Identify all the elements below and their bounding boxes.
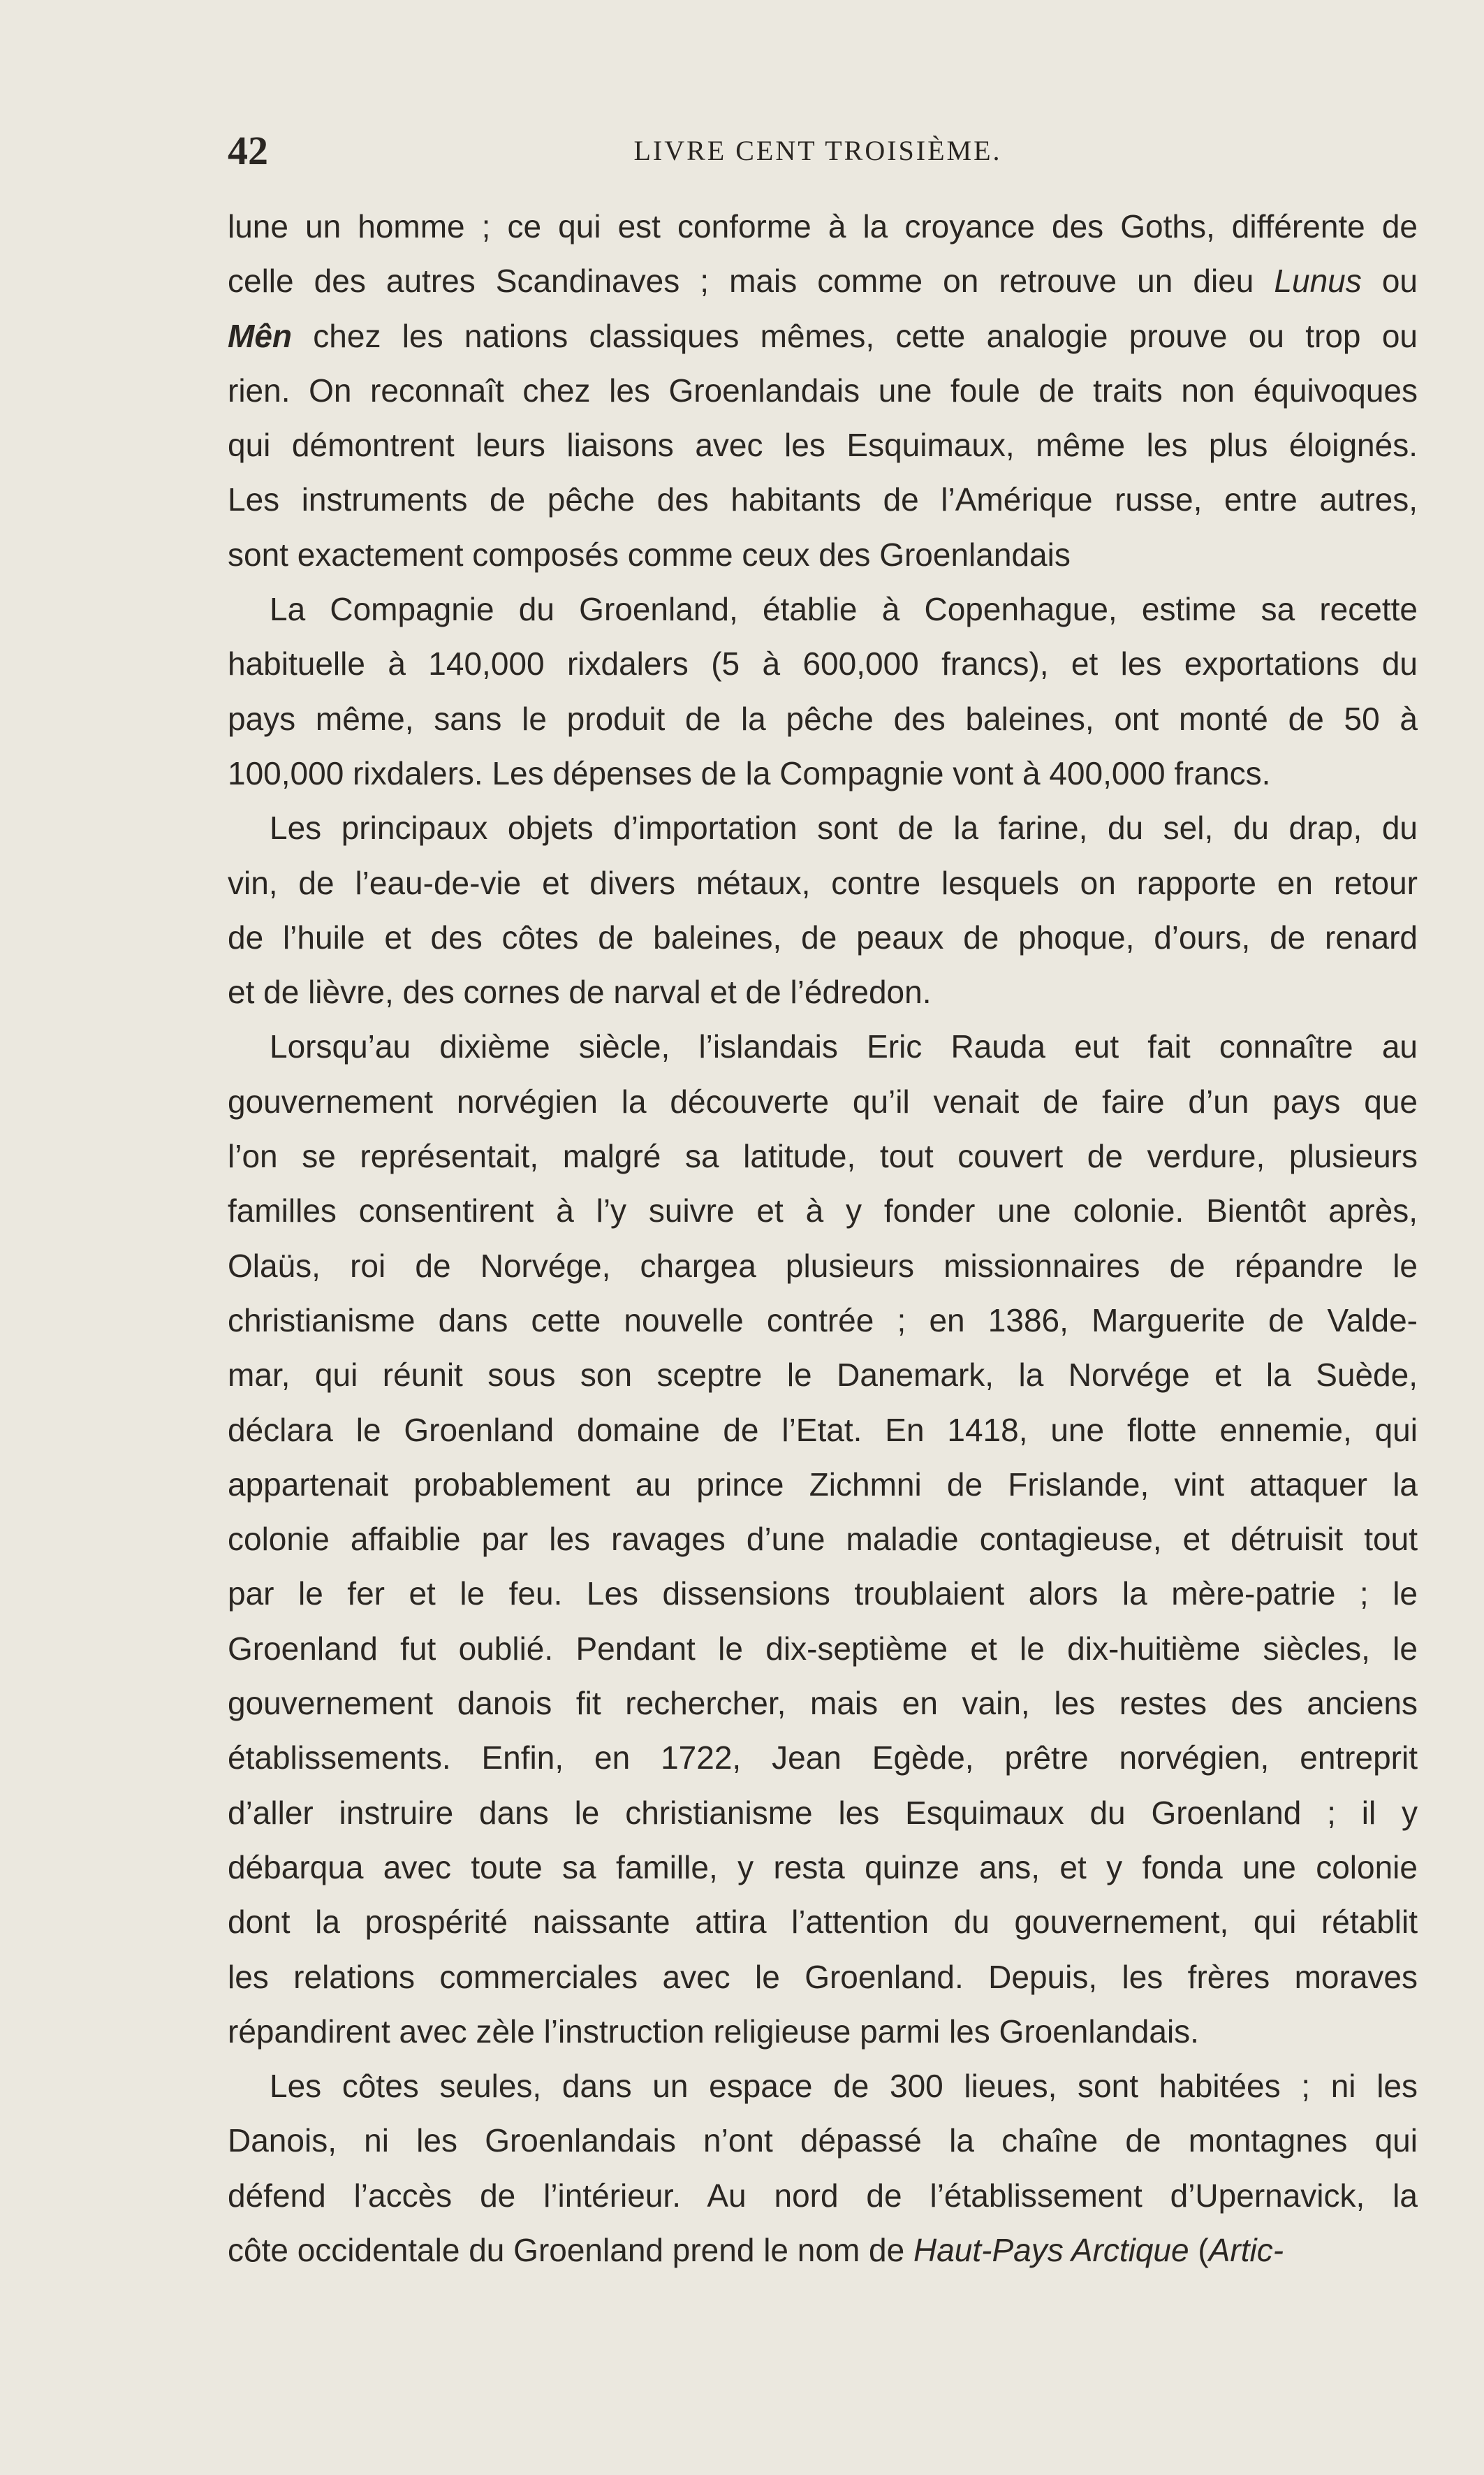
page-header <box>228 127 1408 176</box>
text-line: Olaüs, roi de Norvége, chargea plusieurs missionnaires de répandre le <box>228 1247 1418 1284</box>
text-line: et de lièvre, des cornes de narval et de l’édredon. <box>228 974 932 1011</box>
paragraph <box>228 801 1418 1019</box>
italic-term: Mên <box>228 317 292 354</box>
text-line: par le fer et le feu. Les dissensions troublaient alors la mère-patrie ; le <box>228 1575 1418 1612</box>
page-number: 42 <box>228 128 268 173</box>
italic-term: Artic- <box>1208 2231 1284 2268</box>
text-line: défend l’accès de l’intérieur. Au nord de l’établissement d’Upernavick, la <box>228 2177 1418 2214</box>
text-line: Les instruments de pêche des habitants de l’Amérique russe, entre autres, <box>228 481 1418 518</box>
paragraph <box>228 582 1418 801</box>
text-line: d’aller instruire dans le christianisme les Esquimaux du Groenland ; il y <box>228 1794 1418 1831</box>
text-line: les relations commerciales avec le Groenland. Depuis, les frères moraves <box>228 1958 1418 1995</box>
text-line: établissements. Enfin, en 1722, Jean Egède, prêtre norvégien, entreprit <box>228 1739 1418 1776</box>
text-line: Danois, ni les Groenlandais n’ont dépassé la chaîne de montagnes qui <box>228 2122 1418 2159</box>
text-line: colonie affaiblie par les ravages d’une maladie contagieuse, et détruisit tout <box>228 1521 1418 1558</box>
text-line: de l’huile et des côtes de baleines, de peaux de phoque, d’ours, de renard <box>228 919 1418 956</box>
text-line: 100,000 rixdalers. Les dépenses de la Compagnie vont à 400,000 francs. <box>228 754 1271 791</box>
text-line: dont la prospérité naissante attira l’attention du gouvernement, qui rétablit <box>228 1904 1418 1941</box>
text-line: côte occidentale du Groenland prend le nom de Haut-Pays Arctique (Artic- <box>228 2231 1284 2268</box>
text-line: pays même, sans le produit de la pêche des baleines, ont monté de 50 à <box>228 700 1418 737</box>
text-line: Groenland fut oublié. Pendant le dix-septième et le dix-huitième siècles, le <box>228 1630 1418 1667</box>
paragraph <box>228 2059 1418 2277</box>
paragraph <box>228 1019 1418 2059</box>
text-line: l’on se représentait, malgré sa latitude, tout couvert de verdure, plusieurs <box>228 1138 1418 1175</box>
text-line: lune un homme ; ce qui est conforme à la croyance des Goths, différente de <box>228 208 1418 244</box>
text-line: répandirent avec zèle l’instruction religieuse parmi les Groenlandais. <box>228 2013 1199 2050</box>
running-head: LIVRE CENT TROISIÈME. <box>633 135 1002 166</box>
text-line: gouvernement norvégien la découverte qu’il venait de faire d’un pays que <box>228 1083 1418 1120</box>
text-line: gouvernement danois fit rechercher, mais en vain, les restes des anciens <box>228 1685 1418 1722</box>
text-line: Les côtes seules, dans un espace de 300 lieues, sont habitées ; ni les <box>270 2068 1418 2105</box>
text-line: débarqua avec toute sa famille, y resta quinze ans, et y fonda une colonie <box>228 1848 1418 1885</box>
text-line: familles consentirent à l’y suivre et à y fonder une colonie. Bientôt après, <box>228 1192 1418 1229</box>
body-text <box>228 199 1418 2277</box>
text-line: habituelle à 140,000 rixdalers (5 à 600,000 francs), et les exportations du <box>228 645 1418 682</box>
text-line: qui démontrent leurs liaisons avec les Esquimaux, même les plus éloignés. <box>228 427 1418 464</box>
text-line: Mên chez les nations classiques mêmes, cette analogie prouve ou trop ou <box>228 317 1418 354</box>
text-line: vin, de l’eau-de-vie et divers métaux, contre lesquels on rapporte en retour <box>228 864 1418 901</box>
text-line: déclara le Groenland domaine de l’Etat. En 1418, une flotte ennemie, qui <box>228 1411 1418 1448</box>
text-line: Les principaux objets d’importation sont de la farine, du sel, du drap, du <box>270 810 1418 847</box>
text-line: La Compagnie du Groenland, établie à Copenhague, estime sa recette <box>270 591 1418 628</box>
text-line: Lorsqu’au dixième siècle, l’islandais Eric Rauda eut fait connaître au <box>270 1028 1418 1065</box>
text-line: sont exactement composés comme ceux des Groenlandais <box>228 536 1071 573</box>
paragraph <box>228 199 1418 582</box>
text-line: appartenait probablement au prince Zichmni de Frislande, vint attaquer la <box>228 1466 1418 1503</box>
text-line: celle des autres Scandinaves ; mais comme on retrouve un dieu Lunus ou <box>228 263 1418 300</box>
italic-term: Lunus <box>1274 263 1362 300</box>
italic-term: Haut-Pays Arctique <box>913 2231 1189 2268</box>
text-line: christianisme dans cette nouvelle contrée ; en 1386, Marguerite de Valde- <box>228 1301 1418 1338</box>
text-line: rien. On reconnaît chez les Groenlandais une foule de traits non équivoques <box>228 372 1418 409</box>
paragraphs <box>228 199 1418 2277</box>
text-line: mar, qui réunit sous son sceptre le Danemark, la Norvége et la Suède, <box>228 1357 1418 1394</box>
